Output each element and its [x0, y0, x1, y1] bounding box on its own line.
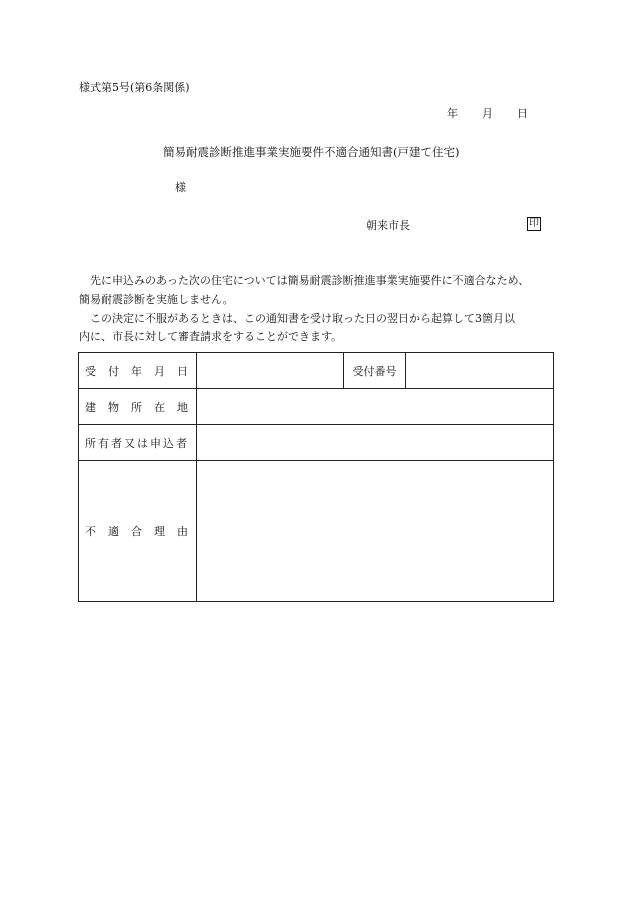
table-row [79, 461, 554, 602]
body-line: この決定に不服があるときは、この通知書を受け取った日の翌日から起算して3箇月以 [79, 312, 515, 325]
reception-date-field[interactable] [197, 353, 344, 389]
reception-date-label: 受 付 年 月 日 [79, 353, 197, 389]
issuer-name: 朝来市長 [366, 219, 410, 232]
reception-number-field[interactable] [406, 353, 554, 389]
table-row [79, 425, 554, 461]
building-location-label: 建 物 所 在 地 [79, 389, 197, 425]
nonconformity-reason-label: 不 適 合 理 由 [79, 461, 197, 602]
date-day-label: 日 [517, 107, 528, 120]
body-line: 先に申込みのあった次の住宅については簡易耐震診断推進事業実施要件に不適合なため、 [79, 274, 530, 287]
reception-number-label: 受付番号 [344, 353, 406, 389]
document-title: 簡易耐震診断推進事業実施要件不適合通知書(戸建て住宅) [163, 145, 460, 159]
building-location-field[interactable] [197, 389, 554, 425]
body-line: 簡易耐震診断を実施しません。 [79, 293, 234, 306]
body-line: 内に、市長に対して審査請求をすることができます。 [79, 330, 343, 343]
notification-form-table [78, 352, 554, 602]
table-row [79, 353, 554, 389]
date-month-label: 月 [482, 107, 493, 120]
nonconformity-reason-field[interactable] [197, 461, 554, 602]
table-row [79, 389, 554, 425]
owner-or-applicant-field[interactable] [197, 425, 554, 461]
date-year-label: 年 [447, 107, 458, 120]
seal-stamp: 印 [529, 218, 539, 229]
addressee-suffix: 様 [175, 181, 186, 194]
owner-or-applicant-label: 所有者又は申込者 [79, 425, 197, 461]
form-number: 様式第5号(第6条関係) [79, 81, 190, 94]
